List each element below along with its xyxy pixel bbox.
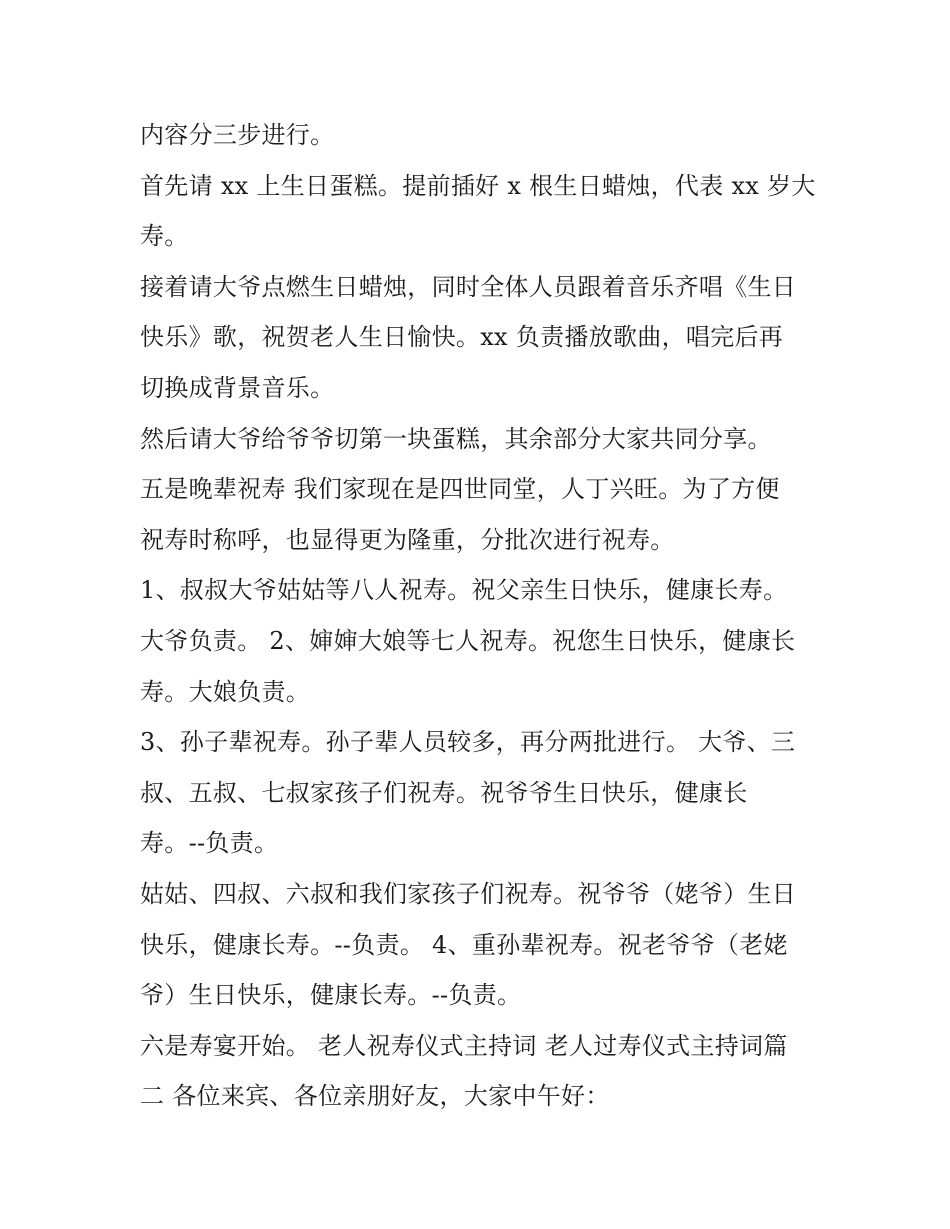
document-body	[140, 110, 820, 1122]
text-line: 祝寿时称呼，也显得更为隆重，分批次进行祝寿。	[140, 525, 675, 554]
text-line: 内容分三步进行。	[140, 121, 335, 149]
text-line: 五是晚辈祝寿 我们家现在是四世同堂，人丁兴旺。为了方便	[140, 475, 780, 504]
text-line: 切换成背景音乐。	[140, 373, 335, 402]
text-line: 六是寿宴开始。 老人祝寿仪式主持词 老人过寿仪式主持词篇	[140, 1031, 788, 1060]
text-line: 爷）生日快乐，健康长寿。--负责。	[140, 981, 522, 1010]
text-line: 首先请 xx 上生日蛋糕。提前插好 x 根生日蜡烛，代表 xx 岁大	[140, 171, 816, 200]
text-line: 叔、五叔、七叔家孩子们祝寿。祝爷爷生日快乐，健康长	[140, 778, 748, 807]
text-line: 接着请大爷点燃生日蜡烛，同时全体人员跟着音乐齐唱《生日	[140, 272, 797, 301]
text-line: 大爷负责。 2、婶婶大娘等七人祝寿。祝您生日快乐，健康长	[140, 626, 796, 655]
text-line: 1、叔叔大爷姑姑等八人祝寿。祝父亲生日快乐，健康长寿。	[140, 576, 788, 605]
text-line: 快乐》歌，祝贺老人生日愉快。xx 负责播放歌曲，唱完后再	[140, 323, 784, 352]
text-line: 然后请大爷给爷爷切第一块蛋糕，其余部分大家共同分享。	[140, 424, 772, 453]
text-line: 快乐，健康长寿。--负责。 4、重孙辈祝寿。祝老爷爷（老姥	[140, 930, 788, 959]
text-line: 寿。	[140, 222, 189, 251]
text-line: 3、孙子辈祝寿。孙子辈人员较多，再分两批进行。 大爷、三	[140, 728, 796, 757]
text-line: 寿。大娘负责。	[140, 677, 311, 706]
text-line: 寿。--负责。	[140, 829, 279, 858]
text-line: 二 各位来宾、各位亲朋好友，大家中午好：	[140, 1082, 610, 1111]
text-line: 姑姑、四叔、六叔和我们家孩子们祝寿。祝爷爷（姥爷）生日	[140, 879, 797, 908]
